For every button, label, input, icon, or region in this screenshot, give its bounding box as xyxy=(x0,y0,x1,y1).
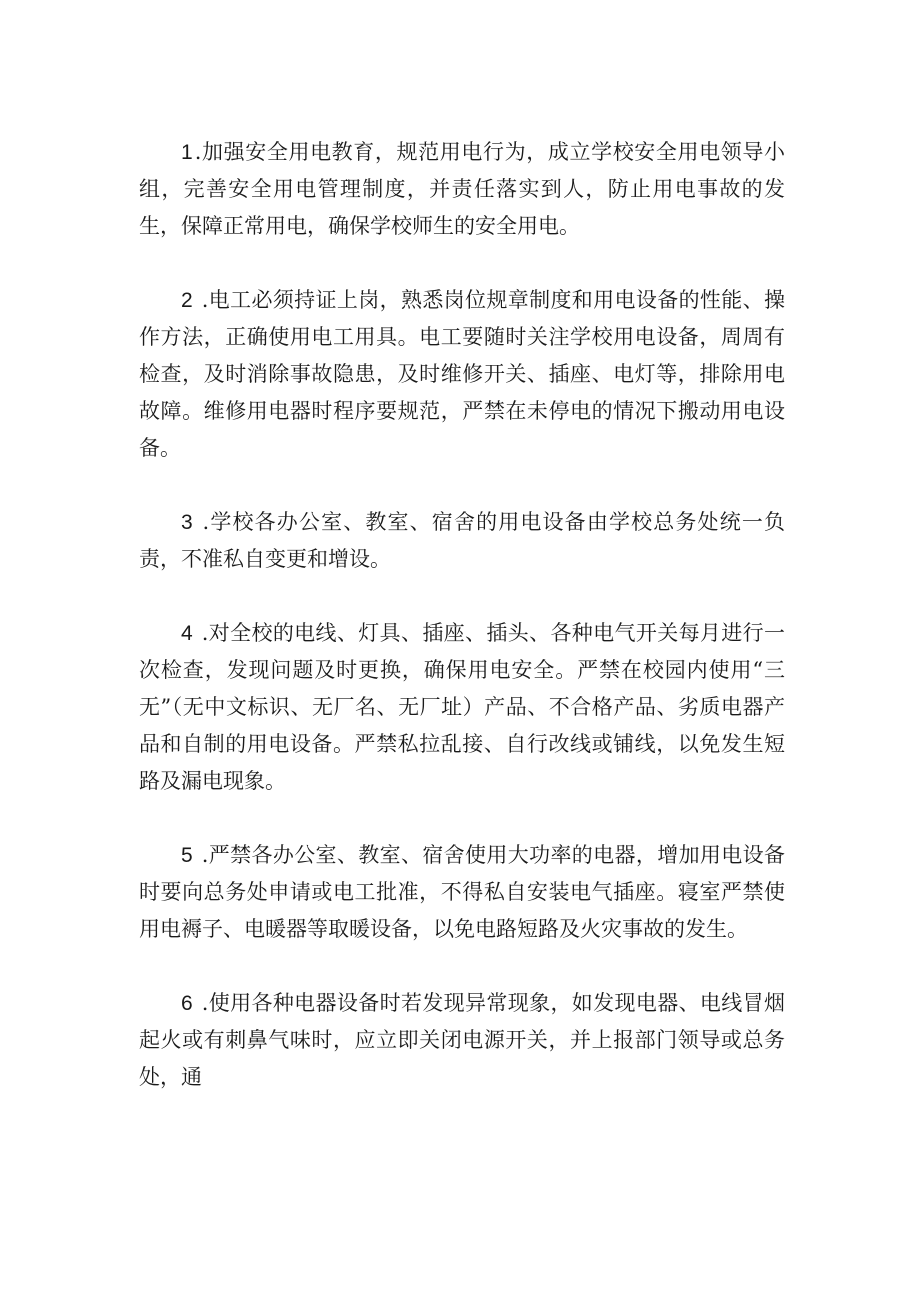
paragraph-text: 对全校的电线、灯具、插座、插头、各种电气开关每月进行一次检查，发现问题及时更换，确保用电安全。严禁在校园内使用“三无”（无中文标识、无厂名、无厂址）产品、不合格产品、劣质电器产品和自制的用电设备。严禁私拉乱接、自行改线或铺线，以免发生短路及漏电现象。 xyxy=(139,621,786,793)
paragraph-separator: . xyxy=(194,510,210,534)
paragraph-number: 1 xyxy=(181,141,195,164)
paragraph-number: 4 xyxy=(181,622,195,645)
paragraph-separator: . xyxy=(194,621,209,645)
paragraph-separator: . xyxy=(194,991,209,1015)
paragraph-text: 严禁各办公室、教室、宿舍使用大功率的电器，增加用电设备时要向总务处申请或电工批准，不得私自安装电气插座。寝室严禁使用电褥子、电暖器等取暖设备，以免电路短路及火灾事故的发生。 xyxy=(139,843,786,941)
paragraph-separator: . xyxy=(194,140,202,164)
paragraph-separator: . xyxy=(194,843,209,867)
document-body xyxy=(139,134,785,1133)
paragraph-text: 电工必须持证上岗，熟悉岗位规章制度和用电设备的性能、操作方法，正确使用电工用具。电工要随时关注学校用电设备，周周有检查，及时消除事故隐患，及时维修开关、插座、电灯等，排除用电故障。维修用电器时程序要规范，严禁在未停电的情况下搬动用电设备。 xyxy=(139,288,786,460)
paragraph-number: 3 xyxy=(181,511,195,534)
paragraph-item-5 xyxy=(139,837,785,948)
paragraph-text: 学校各办公室、教室、宿舍的用电设备由学校总务处统一负责，不准私自变更和增设。 xyxy=(139,510,785,571)
paragraph-item-3 xyxy=(139,504,785,578)
paragraph-number: 5 xyxy=(181,844,195,867)
paragraph-item-1 xyxy=(139,134,785,245)
paragraph-number: 6 xyxy=(181,992,195,1015)
paragraph-item-4 xyxy=(139,615,785,800)
paragraph-number: 2 xyxy=(181,289,195,312)
paragraph-text: 加强安全用电教育，规范用电行为，成立学校安全用电领导小组，完善安全用电管理制度，并责任落实到人，防止用电事故的发生，保障正常用电，确保学校师生的安全用电。 xyxy=(139,140,785,238)
paragraph-item-2 xyxy=(139,282,785,467)
paragraph-item-6 xyxy=(139,985,785,1096)
paragraph-text: 使用各种电器设备时若发现异常现象，如发现电器、电线冒烟起火或有刺鼻气味时，应立即关闭电源开关，并上报部门领导或总务处，通 xyxy=(139,991,786,1089)
paragraph-separator: . xyxy=(194,288,209,312)
